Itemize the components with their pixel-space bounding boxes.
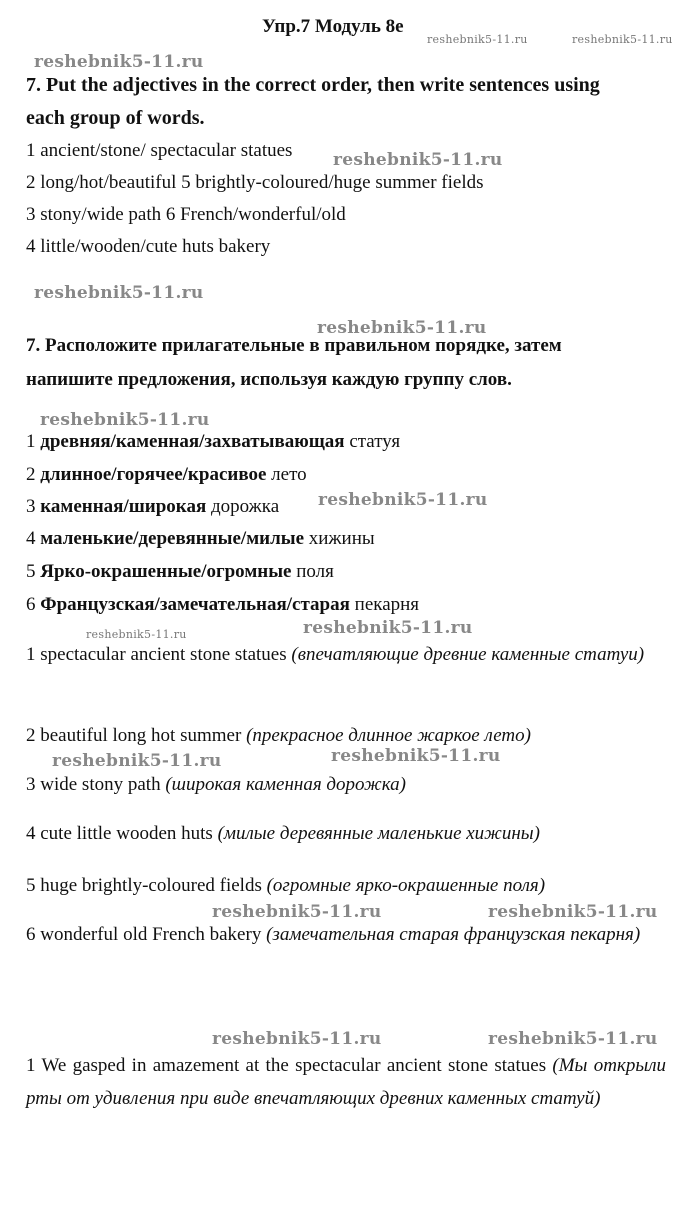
task-item-ru: 4 маленькие/деревянные/милые хижины: [26, 528, 375, 549]
watermark: reshebnik5-11.ru: [34, 52, 204, 72]
watermark: reshebnik5-11.ru: [488, 902, 658, 922]
page-title: Упр.7 Модуль 8е: [262, 16, 404, 37]
answer-item: 6 wonderful old French bakery (замечательная старая французская пекарня): [26, 924, 641, 945]
task-item-ru: 1 древняя/каменная/захватывающая статуя: [26, 431, 401, 452]
answer-item: 5 huge brightly-coloured fields (огромные ярко-окрашенные поля): [26, 875, 546, 896]
watermark: reshebnik5-11.ru: [318, 490, 488, 510]
task-heading-en: 7. Put the adjectives in the correct order, then write sentences using: [26, 74, 600, 96]
watermark: reshebnik5-11.ru: [52, 751, 222, 771]
answer-item: 4 cute little wooden huts (милые деревянные маленькие хижины): [26, 823, 540, 844]
watermark: reshebnik5-11.ru: [317, 318, 487, 338]
task-heading-en: each group of words.: [26, 107, 205, 129]
watermark: reshebnik5-11.ru: [40, 410, 210, 430]
answer-item: 1 spectacular ancient stone statues (впечатляющие древние каменные статуи): [26, 644, 645, 665]
watermark: reshebnik5-11.ru: [572, 33, 673, 46]
watermark: reshebnik5-11.ru: [333, 150, 503, 170]
task-heading-ru: напишите предложения, используя каждую группу слов.: [26, 369, 512, 390]
task-item: 2 long/hot/beautiful 5 brightly-coloured/huge summer fields: [26, 172, 484, 193]
watermark: reshebnik5-11.ru: [34, 283, 204, 303]
task-heading-ru: 7. Расположите прилагательные в правильном порядке, затем: [26, 335, 562, 356]
watermark: reshebnik5-11.ru: [427, 33, 528, 46]
watermark: reshebnik5-11.ru: [212, 902, 382, 922]
task-item-ru: 5 Ярко-окрашенные/огромные поля: [26, 561, 334, 582]
watermark: reshebnik5-11.ru: [488, 1029, 658, 1049]
watermark: reshebnik5-11.ru: [303, 618, 473, 638]
watermark: reshebnik5-11.ru: [331, 746, 501, 766]
answer-item: 2 beautiful long hot summer (прекрасное длинное жаркое лето): [26, 725, 531, 746]
watermark: reshebnik5-11.ru: [212, 1029, 382, 1049]
task-item-ru: 6 Французская/замечательная/старая пекарня: [26, 594, 420, 615]
sentence-item: 1 We gasped in amazement at the spectacular ancient stone statues (Мы открыли рты от удивления при виде впечатляющих древних каменных статуй): [26, 1055, 666, 1109]
task-item: 4 little/wooden/cute huts bakery: [26, 236, 271, 257]
answer-item: 3 wide stony path (широкая каменная дорожка): [26, 774, 406, 795]
task-item: 3 stony/wide path 6 French/wonderful/old: [26, 204, 346, 225]
task-item-ru: 3 каменная/широкая дорожка: [26, 496, 280, 517]
watermark: reshebnik5-11.ru: [86, 628, 187, 641]
task-item-ru: 2 длинное/горячее/красивое лето: [26, 464, 307, 485]
task-item: 1 ancient/stone/ spectacular statues: [26, 140, 293, 161]
